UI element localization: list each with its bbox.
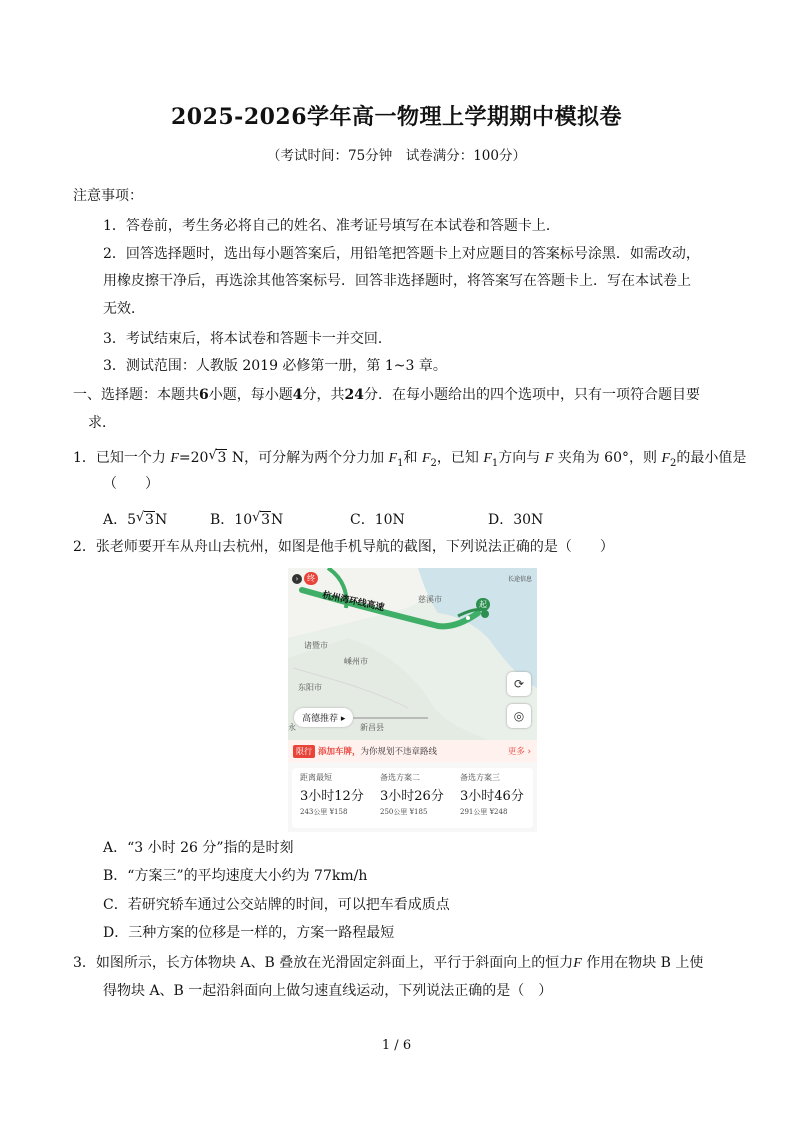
q1-stem: 1．已知一个力 F=20√ 3 N，可分解为两个分力加 $F_1$和 $F_2$，已知 $F_1$方向与 F 夹角为 60°，则 $F_2$的最小值是 bbox=[73, 448, 746, 474]
q2-stem: 2．张老师要开车从舟山去杭州，如图是他手机导航的截图，下列说法正确的是（ ） bbox=[73, 539, 614, 555]
restriction-message: 添加车牌，为你规划不违章路线 bbox=[318, 747, 438, 757]
route-options bbox=[292, 768, 533, 828]
q3-stem-line-1: 3．如图所示，长方体物块 A、B 叠放在光滑固定斜面上，平行于斜面向上的恒力F 作用在物块 B 上使 bbox=[73, 955, 704, 971]
note-2-line-2: 用橡皮擦干净后，再选涂其他答案标号．回答非选择题时，将答案写在答题卡上．写在本试卷上 bbox=[103, 273, 691, 289]
q2-option-d: D．三种方案的位移是一样的，方案一路程最短 bbox=[103, 925, 395, 941]
route-option-3[interactable]: 备选方案三 3小时46分 291公里 ¥248 bbox=[460, 773, 524, 816]
q1-option-c: C．10N bbox=[350, 512, 405, 528]
q1-option-a: A．5√ 3N bbox=[103, 509, 167, 529]
q2-option-b: B．“方案三”的平均速度大小约为 77km/h bbox=[103, 868, 368, 884]
city-label: 东阳市 bbox=[298, 683, 322, 692]
note-1: 1．答卷前，考生务必将自己的姓名、准考证号填写在本试卷和答题卡上． bbox=[103, 218, 560, 234]
route-option-2[interactable]: 备选方案二 3小时26分 250公里 ¥185 bbox=[380, 773, 444, 816]
city-label: 诸暨市 bbox=[304, 641, 328, 650]
section-1-heading-cont: 求． bbox=[88, 415, 116, 431]
page-title: 2025-2026学年高一物理上学期期中模拟卷 bbox=[170, 104, 623, 130]
q1-option-d: D．30N bbox=[488, 512, 544, 528]
back-arrow-icon[interactable]: › bbox=[292, 574, 302, 584]
q2-option-a: A．“3 小时 26 分”指的是时刻 bbox=[103, 840, 294, 856]
restriction-tag: 限行 bbox=[293, 745, 315, 758]
recommend-button[interactable]: 高德推荐 ▸ bbox=[294, 708, 353, 727]
city-label: 慈溪市 bbox=[418, 595, 442, 604]
navigation-map-figure bbox=[288, 568, 537, 832]
end-marker: 终 bbox=[304, 572, 318, 585]
more-link[interactable]: 更多 › bbox=[507, 747, 531, 757]
route-panel bbox=[288, 740, 537, 832]
note-4: 3．测试范围：人教版 2019 必修第一册，第 1~3 章。 bbox=[103, 358, 447, 374]
note-3: 3．考试结束后，将本试卷和答题卡一并交回． bbox=[103, 331, 392, 347]
note-2-line-3: 无效． bbox=[103, 301, 145, 317]
locate-icon[interactable]: ◎ bbox=[507, 704, 531, 728]
start-marker: 起 bbox=[476, 598, 490, 611]
city-label: 永 bbox=[288, 723, 296, 732]
page-number: 1 / 6 bbox=[381, 1038, 412, 1053]
notes-heading: 注意事项： bbox=[73, 188, 143, 204]
q2-option-c: C．若研究轿车通过公交站牌的时间，可以把车看成质点 bbox=[103, 897, 450, 913]
refresh-icon[interactable]: ⟳ bbox=[507, 672, 531, 696]
note-2-line-1: 2．回答选择题时，选出每小题答案后，用铅笔把答题卡上对应题目的答案标号涂黑．如需改动， bbox=[103, 246, 700, 262]
route-option-1[interactable]: 距离最短 3小时12分 243公里 ¥158 bbox=[300, 773, 364, 816]
q1-answer-blank: （ ） bbox=[103, 476, 159, 492]
exam-info: （考试时间：75分钟 试卷满分：100分） bbox=[267, 148, 526, 164]
road-info-label[interactable]: 长途信息 bbox=[508, 576, 533, 583]
restriction-bar[interactable] bbox=[288, 740, 537, 762]
highway-label: 杭州湾环线高速 bbox=[321, 590, 386, 614]
q3-stem-line-2: 得物块 A、B 一起沿斜面向上做匀速直线运动，下列说法正确的是（ ） bbox=[103, 983, 553, 999]
q1-option-b: B．10√ 3N bbox=[210, 509, 283, 529]
section-1-heading: 一、选择题：本题共6小题，每小题4分，共24分．在每小题给出的四个选项中，只有一项符合题目要 bbox=[73, 387, 700, 403]
city-label: 新昌县 bbox=[360, 723, 384, 732]
city-label: 嵊州市 bbox=[344, 657, 368, 666]
